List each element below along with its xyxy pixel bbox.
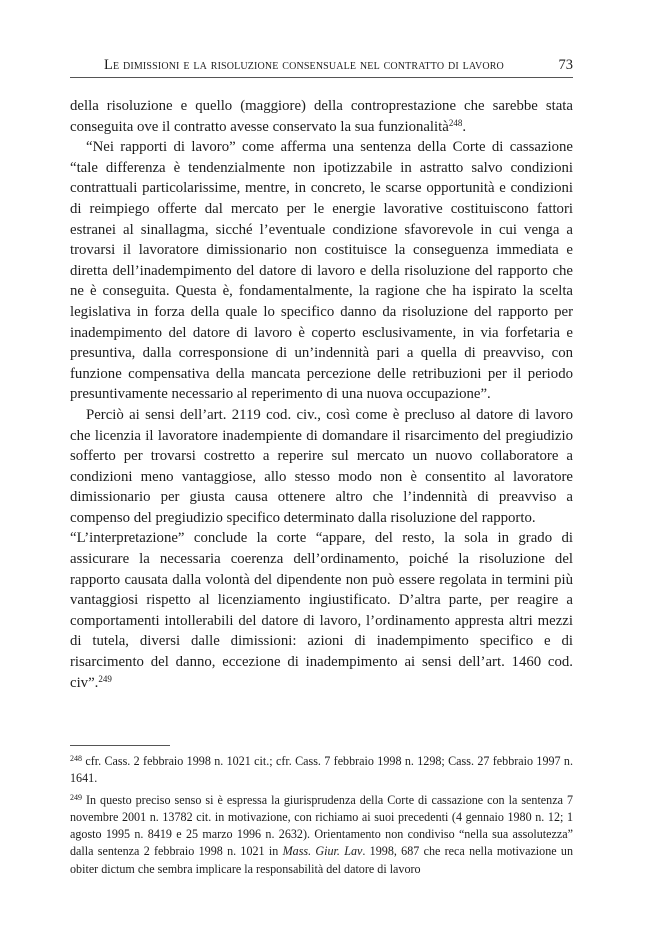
- footnote-text: . 1998, 687 che reca nella motivazione un obiter dictum che sembra implicare la responsabilità del datore di lavoro: [70, 844, 574, 876]
- paragraph-end: .: [462, 118, 467, 135]
- journal-title: Mass. Giur. Lav: [282, 844, 363, 859]
- footnote-248: [70, 753, 573, 788]
- paragraph-continuation: [70, 96, 573, 137]
- running-title: Le dimissioni e la risoluzione consensuale nel contratto di lavoro: [104, 57, 504, 73]
- footnotes: [70, 753, 573, 882]
- running-header: [70, 55, 573, 78]
- footnote-divider: [70, 745, 170, 746]
- footnote-249: [70, 792, 573, 878]
- footnote-ref-248[interactable]: 248: [448, 117, 463, 128]
- body-text: [70, 96, 573, 693]
- paragraph-art-2119: Perciò ai sensi dell’art. 2119 cod. civ., così come è precluso al datore di lavoro che licenzia il lavoratore inadempiente di domandare il risarcimento del pregiudizio sofferto per trovarsi costretto a reperire sul mercato un nuovo collaboratore a condizioni meno vantaggiose, allo stesso modo non è consentito al lavoratore dimissionario per giusta causa ottenere altro che l’indennità di preavviso a compenso del pregiudizio specifico determinato dalla risoluzione del rapporto.: [70, 406, 573, 526]
- footnote-text: In questo preciso senso si è espressa la giurisprudenza della Corte di cassazione con la sentenza 7 novembre 2001 n. 13782 cit. in motivazione, con richiamo ai suoi precedenti (4 gennaio 1980 n. 12; 1 agosto 1995 n. 8419 e 25 marzo 1996 n. 2632). Orientamento non condiviso “nella sua assolutezza” dalla sentenza 2 febbraio 1998 n. 1021 in: [70, 792, 573, 859]
- footnote-number: 248: [70, 754, 82, 763]
- footnote-ref-249[interactable]: 249: [98, 673, 112, 684]
- page-number: 73: [558, 57, 573, 73]
- footnote-number: 249: [70, 792, 82, 802]
- footnote-text: cfr. Cass. 2 febbraio 1998 n. 1021 cit.; cfr. Cass. 7 febbraio 1998 n. 1298; Cass. 27 febbraio 1997 n. 1641.: [70, 754, 573, 786]
- paragraph-interpretazione: [70, 528, 573, 693]
- paragraph-quote-cassazione: “Nei rapporti di lavoro” come afferma una sentenza della Corte di cassazione “tale differenza è tendenzialmente non ipotizzabile in astratto salvo condizioni contrattuali particolarissime, mentre, in concreto, le scarse opportunità e condizioni di reimpiego offerte dal mercato per le energie lavorative costituiscono fattori estranei al sinallagma, sicché l’eventuale condizione sfavorevole in cui venga a trovarsi il lavoratore dimissionario non costituisce la conseguenza immediata e diretta dell’inadempimento del datore di lavoro e della risoluzione del rapporto che ne è conseguita. Questa è, fondamentalmente, la ragione che ha ispirato la scelta legislativa in forza della quale lo specifico danno da risoluzione del rapporto per inadempimento del datore di lavoro è coperto esclusivamente, in via forfetaria e presuntiva, dalla corresponsione di un’indennità pari a quella di preavviso, con funzione compensativa della mancata percezione delle retribuzioni per il periodo presuntivamente necessario al reperimento di una nuova occupazione”.: [70, 139, 573, 403]
- paragraph-text: della risoluzione e quello (maggiore) della controprestazione che sarebbe stata conseguita ove il contratto avesse conservato la sua funzionalità: [70, 98, 573, 135]
- paragraph-text: “L’interpretazione” conclude la corte “appare, del resto, la sola in grado di assicurare la necessaria coerenza dell’ordinamento, poiché la risoluzione del rapporto causata dalla volontà del dipendente non può essere regolata in termini più vantaggiosi rispetto al licenziamento ingiustificato. D’altra parte, per reagire a comportamenti intollerabili del datore di lavoro, l’ordinamento appresta altri mezzi di tutela, diversi dalle dimissioni: azioni di inadempimento specifico e di risarcimento del danno, eccezione di inadempimento ai sensi dell’art. 1460 cod. civ”.: [70, 530, 573, 691]
